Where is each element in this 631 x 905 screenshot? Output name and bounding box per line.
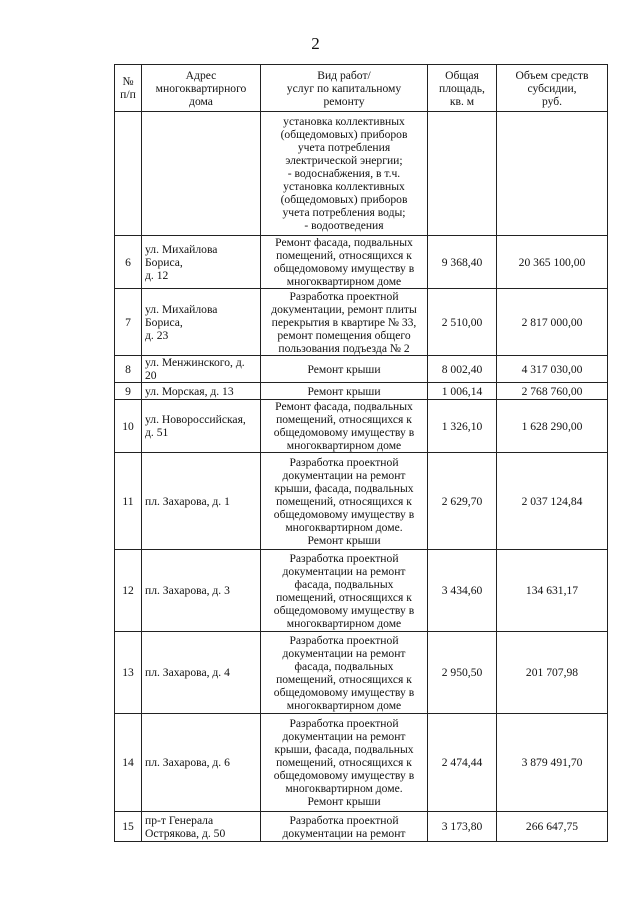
row-subsidy: 201 707,98 <box>497 632 608 714</box>
table-row <box>115 714 608 812</box>
table-header-row <box>115 65 608 112</box>
row-work-type: Разработка проектной документации на ремонт фасада, подвальных помещений, относящихся к общедомовому имуществу в многоквартирном доме <box>261 550 428 632</box>
row-subsidy: 266 647,75 <box>497 812 608 842</box>
row-subsidy: 2 768 760,00 <box>497 383 608 400</box>
row-work-type: установка коллективных (общедомовых) приборов учета потребления электрической энергии; - водоснабжения, в т.ч. установка коллективных (общедомовых) приборов учета потребления воды; - водоотведения <box>261 112 428 236</box>
row-area <box>428 112 497 236</box>
row-work-type: Ремонт фасада, подвальных помещений, относящихся к общедомовому имуществу в многоквартирном доме <box>261 236 428 289</box>
table-row <box>115 112 608 236</box>
table-row <box>115 236 608 289</box>
table-row <box>115 632 608 714</box>
table-row <box>115 289 608 356</box>
row-subsidy: 20 365 100,00 <box>497 236 608 289</box>
row-work-type: Разработка проектной документации на ремонт <box>261 812 428 842</box>
row-address: ул. Михайлова Бориса, д. 23 <box>142 289 261 356</box>
table-row <box>115 812 608 842</box>
row-work-type: Ремонт крыши <box>261 356 428 383</box>
row-subsidy: 2 037 124,84 <box>497 453 608 550</box>
row-area: 2 474,44 <box>428 714 497 812</box>
row-work-type: Ремонт крыши <box>261 383 428 400</box>
row-subsidy <box>497 112 608 236</box>
row-address: ул. Новороссийская, д. 51 <box>142 400 261 453</box>
row-work-type: Ремонт фасада, подвальных помещений, относящихся к общедомовому имуществу в многоквартирном доме <box>261 400 428 453</box>
table-row <box>115 453 608 550</box>
header-work: Вид работ/ услуг по капитальному ремонту <box>261 65 428 112</box>
row-area: 9 368,40 <box>428 236 497 289</box>
row-subsidy: 3 879 491,70 <box>497 714 608 812</box>
row-area: 1 326,10 <box>428 400 497 453</box>
row-address: ул. Михайлова Бориса, д. 12 <box>142 236 261 289</box>
row-area: 3 434,60 <box>428 550 497 632</box>
row-area: 2 510,00 <box>428 289 497 356</box>
row-address: ул. Менжинского, д. 20 <box>142 356 261 383</box>
table-row <box>115 356 608 383</box>
row-area: 3 173,80 <box>428 812 497 842</box>
row-address: пл. Захарова, д. 1 <box>142 453 261 550</box>
subsidy-table <box>114 64 608 842</box>
row-number: 13 <box>115 632 142 714</box>
row-subsidy: 1 628 290,00 <box>497 400 608 453</box>
row-subsidy: 2 817 000,00 <box>497 289 608 356</box>
row-address: пл. Захарова, д. 6 <box>142 714 261 812</box>
row-number: 8 <box>115 356 142 383</box>
header-area: Общая площадь, кв. м <box>428 65 497 112</box>
row-area: 8 002,40 <box>428 356 497 383</box>
row-area: 2 950,50 <box>428 632 497 714</box>
row-address <box>142 112 261 236</box>
row-subsidy: 4 317 030,00 <box>497 356 608 383</box>
row-address: ул. Морская, д. 13 <box>142 383 261 400</box>
row-work-type: Разработка проектной документации на ремонт крыши, фасада, подвальных помещений, относящихся к общедомовому имуществу в многоквартирном доме. Ремонт крыши <box>261 714 428 812</box>
row-area: 2 629,70 <box>428 453 497 550</box>
row-work-type: Разработка проектной документации на ремонт крыши, фасада, подвальных помещений, относящихся к общедомовому имуществу в многоквартирном доме. Ремонт крыши <box>261 453 428 550</box>
row-address: пл. Захарова, д. 3 <box>142 550 261 632</box>
table-row <box>115 383 608 400</box>
row-number: 6 <box>115 236 142 289</box>
table-row <box>115 400 608 453</box>
header-address: Адрес многоквартирного дома <box>142 65 261 112</box>
row-number: 10 <box>115 400 142 453</box>
row-number: 11 <box>115 453 142 550</box>
row-number: 15 <box>115 812 142 842</box>
page-number: 2 <box>311 34 320 53</box>
row-work-type: Разработка проектной документации, ремонт плиты перекрытия в квартире № 33, ремонт помещения общего пользования подъезда № 2 <box>261 289 428 356</box>
row-work-type: Разработка проектной документации на ремонт фасада, подвальных помещений, относящихся к общедомовому имуществу в многоквартирном доме <box>261 632 428 714</box>
row-address: пл. Захарова, д. 4 <box>142 632 261 714</box>
row-area: 1 006,14 <box>428 383 497 400</box>
row-number: 12 <box>115 550 142 632</box>
table-row <box>115 550 608 632</box>
row-address: пр-т Генерала Острякова, д. 50 <box>142 812 261 842</box>
row-subsidy: 134 631,17 <box>497 550 608 632</box>
header-num: № п/п <box>115 65 142 112</box>
row-number <box>115 112 142 236</box>
row-number: 7 <box>115 289 142 356</box>
row-number: 14 <box>115 714 142 812</box>
header-subsidy: Объем средств субсидии, руб. <box>497 65 608 112</box>
row-number: 9 <box>115 383 142 400</box>
